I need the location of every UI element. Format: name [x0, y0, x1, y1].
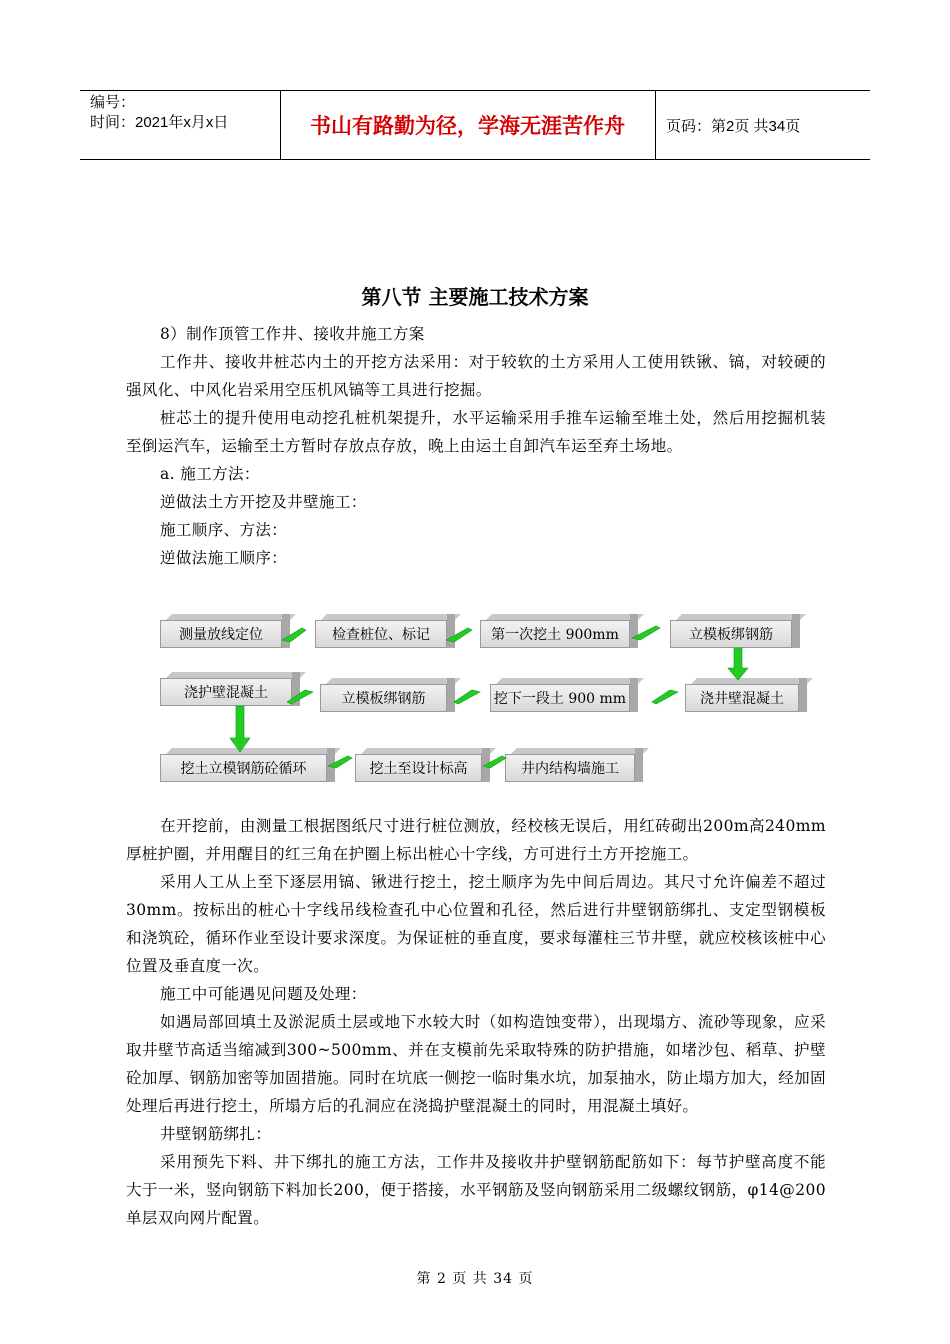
- flow-arrow: [483, 756, 506, 768]
- flow-step: 浇护壁混凝土: [160, 672, 300, 704]
- paragraph: 8）制作顶管工作井、接收井施工方案: [160, 325, 425, 343]
- header-left-cell: [80, 91, 280, 159]
- flow-arrow: [287, 690, 313, 704]
- flow-step: 检查桩位、标记: [315, 614, 455, 646]
- page-header: [80, 90, 870, 160]
- flow-step: 挖土立模钢筋砼循环: [160, 748, 335, 780]
- paragraph: 逆做法土方开挖及井壁施工：: [160, 493, 367, 511]
- paragraph: 工作井、接收井桩芯内土的开挖方法采用：对于较软的土方采用人工使用铁锹、镐，对较硬的强风化、中风化岩采用空压机风镐等工具进行挖掘。: [126, 353, 826, 399]
- flow-step: 挖土至设计标高: [355, 748, 490, 780]
- flow-step: 测量放线定位: [160, 614, 290, 646]
- flow-step: 挖下一段土 900 mm: [490, 678, 638, 710]
- paragraph: 井壁钢筋绑扎：: [160, 1125, 272, 1143]
- paragraph: 在开挖前，由测量工根据图纸尺寸进行桩位测放，经校核无误后，用红砖砌出200m高240mm厚桩护圈，并用醒目的红三角在护圈上标出桩心十字线，方可进行土方开挖施工。: [126, 817, 826, 863]
- flow-step: 井内结构墙施工: [505, 748, 643, 780]
- paragraph: 逆做法施工顺序：: [160, 549, 288, 567]
- flow-step: 第一次挖土 900mm: [480, 614, 638, 646]
- flow-arrow: [632, 626, 660, 640]
- paragraph: a. 施工方法：: [160, 465, 260, 483]
- flow-step: 立模板绑钢筋: [670, 614, 800, 646]
- paragraph: 采用预先下料、井下绑扎的施工方法，工作井及接收井护壁钢筋配筋如下：每节护壁高度不能大于一米，竖向钢筋下料加长200，便于搭接，水平钢筋及竖向钢筋采用二级螺纹钢筋，φ14@200单层双向网片配置。: [126, 1153, 826, 1227]
- flow-arrow: [728, 648, 748, 680]
- flow-arrows: [150, 600, 820, 790]
- body-text-top: [126, 320, 826, 572]
- time-label: 时间：2021年x月x日: [90, 114, 229, 131]
- section-title: 第八节 主要施工技术方案: [361, 285, 589, 309]
- flow-arrow: [230, 706, 250, 752]
- paragraph: 如遇局部回填土及淤泥质土层或地下水较大时（如构造蚀变带），出现塌方、流砂等现象，应采取井壁节高适当缩减到300~500mm、并在支模前先采取特殊的防护措施，如堵沙包、稻草、护壁砼加厚、钢筋加密等加固措施。同时在坑底一侧挖一临时集水坑，加泵抽水，防止塌方加大，经加固处理后再进行挖土，所塌方后的孔洞应在浇捣护壁混凝土的同时，用混凝土填好。: [126, 1013, 826, 1115]
- header-page-info: 页码：第2页 共34页: [666, 117, 801, 135]
- body-text-bottom: [126, 812, 826, 1232]
- flow-arrow: [446, 628, 472, 642]
- flow-step: 立模板绑钢筋: [320, 678, 455, 710]
- paragraph: 施工顺序、方法：: [160, 521, 288, 539]
- header-motto: 书山有路勤为径，学海无涯苦作舟: [310, 114, 625, 138]
- flow-arrow: [282, 628, 306, 642]
- paragraph: 桩芯土的提升使用电动挖孔桩机架提升，水平运输采用手推车运输至堆土处，然后用挖掘机装至倒运汽车，运输至土方暂时存放点存放，晚上由运土自卸汽车运至弃土场地。: [126, 409, 826, 455]
- flow-arrow: [328, 756, 352, 768]
- flow-step: 浇井壁混凝土: [685, 678, 807, 710]
- flow-arrow: [454, 690, 480, 704]
- flow-arrow: [652, 690, 678, 704]
- page-footer: 第 2 页 共 34 页: [416, 1271, 534, 1287]
- paragraph: 采用人工从上至下逐层用镐、锹进行挖土，挖土顺序为先中间后周边。其尺寸允许偏差不超过30mm。按标出的桩心十字线吊线检查孔中心位置和孔径，然后进行井壁钢筋绑扎、支定型钢模板和浇筑砼，循环作业至设计要求深度。为保证桩的垂直度，要求每灌柱三节井壁，就应校核该桩中心位置及垂直度一次。: [126, 873, 826, 975]
- paragraph: 施工中可能遇见问题及处理：: [160, 985, 367, 1003]
- construction-flow-diagram: [150, 600, 820, 790]
- serial-label: 编号：: [90, 94, 136, 111]
